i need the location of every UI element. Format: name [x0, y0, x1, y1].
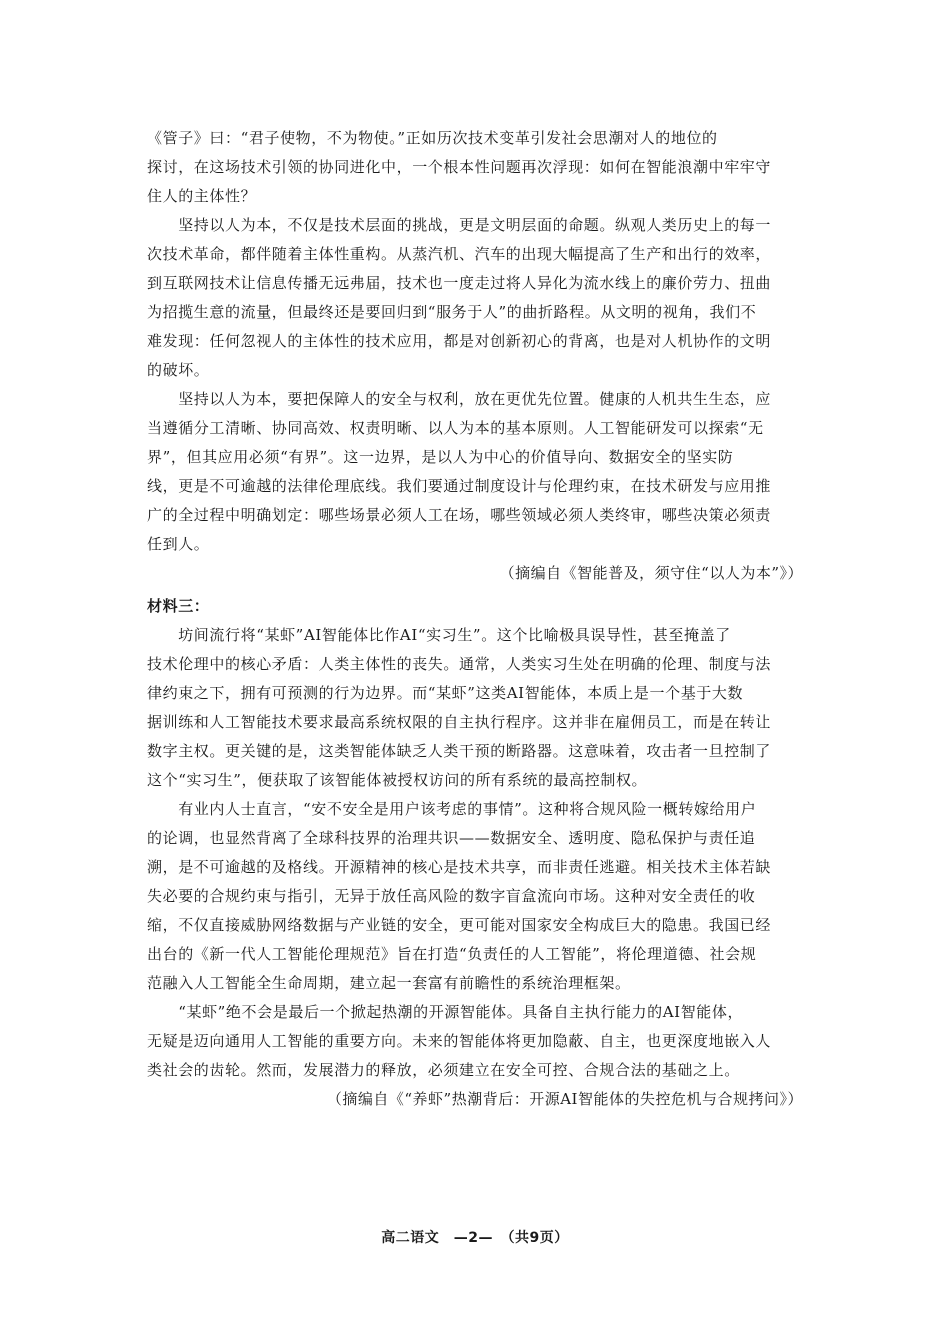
text-line: 溯，是不可逾越的及格线。开源精神的核心是技术共享，而非责任逃避。相关技术主体若缺	[147, 858, 772, 876]
text-line: 缩，不仅直接威胁网络数据与产业链的安全，更可能对国家安全构成巨大的隐患。我国已经	[147, 916, 772, 934]
text-line: 据训练和人工智能技术要求最高系统权限的自主执行程序。这并非在雇佣员工，而是在转让	[147, 713, 772, 731]
text-line: 住人的主体性？	[147, 187, 257, 205]
text-line: 次技术革命，都伴随着主体性重构。从蒸汽机、汽车的出现大幅提高了生产和出行的效率，	[147, 245, 772, 263]
source-citation-1: （摘编自《智能普及，须守住“以人为本”》）	[499, 564, 803, 582]
text-line: 出台的《新一代人工智能伦理规范》旨在打造“负责任的人工智能”，将伦理道德、社会规	[147, 945, 757, 963]
text-line: 的论调，也显然背离了全球科技界的治理共识——数据安全、透明度、隐私保护与责任追	[147, 829, 756, 847]
paragraph-4	[147, 621, 803, 795]
text-line: 坚持以人为本，不仅是技术层面的挑战，更是文明层面的命题。纵观人类历史上的每一	[147, 216, 772, 234]
page-footer: 高二语文 —2— （共9页）	[381, 1230, 569, 1246]
text-line: 广的全过程中明确划定：哪些场景必须人工在场，哪些领域必须人类终审，哪些决策必须责	[147, 506, 772, 524]
text-line: 数字主权。更关键的是，这类智能体缺乏人类干预的断路器。这意味着，攻击者一旦控制了	[147, 742, 772, 760]
text-line: 类社会的齿轮。然而，发展潜力的释放，必须建立在安全可控、合规合法的基础之上。	[147, 1061, 740, 1079]
text-line: 《管子》曰：“君子使物，不为物使。”正如历次技术变革引发社会思潮对人的地位的	[147, 129, 718, 147]
text-line: 任到人。	[147, 535, 210, 553]
text-line: 范融入人工智能全生命周期，建立起一套富有前瞻性的系统治理框架。	[147, 974, 631, 992]
section-heading-material-3: 材料三：	[147, 597, 210, 615]
text-line: 坊间流行将“某虾”AI智能体比作AI“实习生”。这个比喻极具误导性，甚至掩盖了	[147, 626, 731, 644]
text-line: 难发现：任何忽视人的主体性的技术应用，都是对创新初心的背离，也是对人机协作的文明	[147, 332, 772, 350]
text-line: 失必要的合规约束与指引，无异于放任高风险的数字盲盒流向市场。这种对安全责任的收	[147, 887, 756, 905]
text-line: 律约束之下，拥有可预测的行为边界。而“某虾”这类AI智能体，本质上是一个基于大数	[147, 684, 744, 702]
text-line: 当遵循分工清晰、协同高效、权责明晰、以人为本的基本原则。人工智能研发可以探索“无	[147, 419, 764, 437]
text-line: 有业内人士直言，“安不安全是用户该考虑的事情”。这种将合规风险一概转嫁给用户	[147, 800, 757, 818]
source-citation-2: （摘编自《“养虾”热潮背后：开源AI智能体的失控危机与合规拷问》）	[326, 1090, 803, 1108]
text-line: 探讨，在这场技术引领的协同进化中，一个根本性问题再次浮现：如何在智能浪潮中牢牢守	[147, 158, 772, 176]
paragraph-3	[147, 385, 803, 559]
paragraph-6	[147, 998, 803, 1085]
text-line: 技术伦理中的核心矛盾：人类主体性的丧失。通常，人类实习生处在明确的伦理、制度与法	[147, 655, 772, 673]
text-line: 这个“实习生”，便获取了该智能体被授权访问的所有系统的最高控制权。	[147, 771, 648, 789]
text-line: 到互联网技术让信息传播无远弗届，技术也一度走过将人异化为流水线上的廉价劳力、扭曲	[147, 274, 772, 292]
text-line: 为招揽生意的流量，但最终还是要回归到“服务于人”的曲折路程。从文明的视角，我们不	[147, 303, 757, 321]
text-line: 线，更是不可逾越的法律伦理底线。我们要通过制度设计与伦理约束，在技术研发与应用推	[147, 477, 772, 495]
text-line: 的破坏。	[147, 361, 210, 379]
paragraph-1	[147, 124, 803, 211]
text-line: 无疑是迈向通用人工智能的重要方向。未来的智能体将更加隐蔽、自主，也更深度地嵌入人	[147, 1032, 772, 1050]
text-line: “某虾”绝不会是最后一个掀起热潮的开源智能体。具备自主执行能力的AI智能体，	[147, 1003, 744, 1021]
text-line: 坚持以人为本，要把保障人的安全与权利，放在更优先位置。健康的人机共生生态，应	[147, 390, 772, 408]
document-body	[147, 124, 803, 1114]
paragraph-5	[147, 795, 803, 998]
text-line: 界”，但其应用必须“有界”。这一边界，是以人为中心的价值导向、数据安全的坚实防	[147, 448, 734, 466]
paragraph-2	[147, 211, 803, 385]
